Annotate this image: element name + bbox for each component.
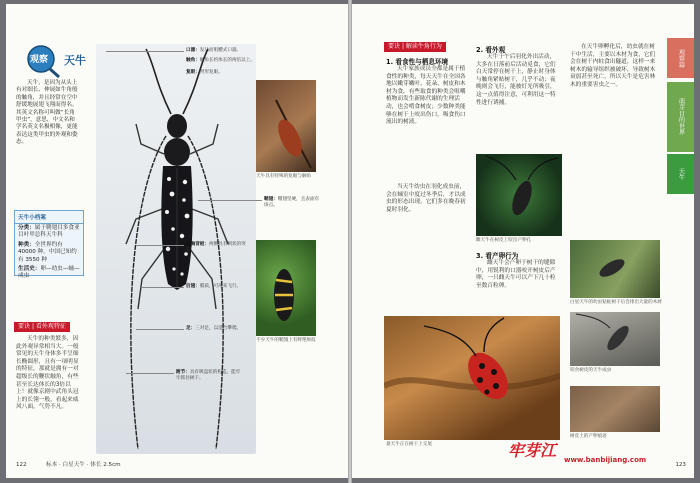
watermark-url: www.banbijiang.com [564, 456, 647, 464]
caption-bark: 雌天牛在树皮上咬出产卵孔 [476, 238, 532, 243]
photo-eating [570, 312, 660, 366]
section-label: 要诀 [388, 43, 401, 50]
section-label: 要诀 [18, 323, 31, 330]
photo-beetle-head [256, 80, 316, 172]
leader-line [141, 287, 184, 288]
beetle-on-leaf-illustration [476, 154, 562, 236]
appearance-text: 天牛的种类繁多，因此外观异常相当大。一般常见的天牛身体多半呈细长椭圆形，且有一项明显的特征，那就是拥有一对超级长的鞭状触角，有些甚至长达体长的3倍以上！就像京剧中武角头冠上的长翎一般，看起来威风八面，气势不凡。 [16, 336, 79, 411]
specimen-note: 标本 · 白星天牛 · 体长 2.5cm [46, 462, 121, 468]
profile-value: 属于鞘翅目多食亚目叶甲总科天牛科 [18, 225, 80, 239]
beetle-ground-illustration [570, 240, 660, 298]
profile-value: 全世界约有 40000 种，中国已知约有 3550 种 [18, 241, 77, 263]
paragraph-1: 天牛家族成员全都是属于植食性的种类，每天天牛在全国各地以嫩芽嫩叶、花朵、树皮和木材为食，有些取食的种类会咀嚼植物而发生新陈代谢的生理活动，也会啃食树皮；少数种类能够在树干上咬出伤口，吸食伤口流出的树液。 [386, 66, 466, 126]
left-page [6, 4, 348, 478]
profile-row [15, 224, 83, 241]
leader-line [136, 245, 184, 246]
caption-r3: 树皮上的产卵痕迹 [570, 434, 607, 439]
side-tab-longhorn[interactable]: 天牛 [667, 154, 694, 194]
profile-row [15, 241, 83, 265]
annotation-leg: 足：三对足，以适合攀爬。 [186, 326, 242, 331]
section-title: 看外观特征 [35, 323, 66, 330]
annotation-tarsus: 跗节：具有吸盘状的构造，能牢牢抓住树干。 [176, 370, 241, 381]
profile-box [14, 210, 84, 280]
right-page [352, 4, 694, 478]
profile-key: 种类： [18, 241, 35, 248]
caption-r1: 白星天牛的幼虫钻蛀树干后会排出大量的木屑 [570, 300, 662, 305]
profile-title: 天牛小档案 [15, 211, 83, 224]
paragraph-2: 当天牛幼虫在羽化成虫前，会在蛹室中度过冬季后，才以成虫的形态出现。它们多在晚春初夏时羽化。 [386, 184, 466, 213]
beetle-on-bark-illustration [570, 312, 660, 366]
profile-value: 卵—幼虫—蛹—成虫 [18, 266, 80, 280]
subheading-2: 2. 看外观 [476, 46, 506, 54]
photo-bark [476, 154, 562, 236]
caption-top: 天牛具有特殊的复眼与触角 [256, 174, 312, 179]
annotation-pronotum: 前胸背板：两侧具有刺状的突起。 [186, 242, 246, 253]
profile-key: 分类： [18, 225, 35, 231]
section-title: 解读牛角行为 [405, 43, 442, 50]
photo-egg-marks [570, 386, 660, 432]
annotation-hindwing: 后翅：膜质，可用来飞行。 [186, 284, 242, 289]
photo-ground [570, 240, 660, 298]
side-tab-observe[interactable]: 观察篇 [667, 38, 694, 78]
profile-key: 生活史： [18, 266, 41, 273]
red-beetle-illustration [384, 316, 560, 440]
annotation-antenna: 触角：触角长约体长的两倍以上。 [186, 58, 255, 63]
profile-row [15, 265, 83, 282]
photo-red-beetle [384, 316, 560, 440]
photo-beetle-green [256, 240, 316, 336]
leader-line [198, 200, 262, 201]
leader-line [136, 329, 184, 330]
leader-line [126, 373, 174, 374]
paragraph-5: 在天牛卵孵化后，幼虫就在树干中生活，主要以木材为食，它们会在树干内蛀食出隧道，这样一来树木的输导组织被破坏，导致树木衰弱甚至死亡，所以天牛是危害林木的重要害虫之一。 [570, 44, 656, 88]
side-tab-world[interactable]: 萌芽目的世界 [667, 82, 694, 152]
section-header: 要诀 | 看外观特征 [14, 322, 70, 332]
intro-text: 天牛，是因为从头上有对细长、伸展如牛角般的触角，并且经常在空中舒缓地展翅飞翔而得名。其英文名称可叫做“长角甲虫”，意思，中文名和学名英文名极相像，更能表达这类甲虫的外观和姿态。 [16, 80, 78, 146]
section-header: 要诀 | 解读牛角行为 [384, 42, 446, 52]
caption-big: 桑天牛正在树干上交尾 [386, 442, 432, 447]
page-number: 122 [16, 462, 27, 468]
caption-middle: 不少天牛的鞘翅上有鲜艳斑纹 [256, 338, 316, 343]
beetle-photo-illustration [256, 80, 316, 172]
annotation-mouth: 口器：发达而咀嚼式口器。 [186, 48, 242, 53]
observe-badge [26, 44, 62, 78]
annotation-elytra: 鞘翅：鞘翅坚硬，且表面有斑点。 [264, 197, 320, 208]
page-number: 123 [675, 462, 686, 468]
page-title: 天牛 [64, 54, 86, 67]
caption-r2: 咬食树皮的天牛成虫 [570, 368, 612, 373]
watermark-logo: 牢芽江 [508, 441, 557, 460]
paragraph-3: 天牛于午后羽化外出活动，大多在日落前后活动觅食，它们白天常停在树干上，静止时身体与触角紧贴树干，几乎不动；夜晚则会飞行，能被灯光所吸引，这一点值得注意，可利用这一特性进行诱捕。 [476, 54, 556, 106]
subheading-1: 1. 看食性与栖息环境 [386, 58, 449, 66]
badge-label: 观察 [30, 55, 49, 65]
paragraph-4: 雌天牛会产卵于树干的缝隙中，用锐利的口器咬开树皮后产卵，一只雌天牛可以产下几十粒至数百粒卵。 [476, 260, 556, 289]
annotation-compound-eye: 复眼：肾形复眼。 [186, 70, 223, 75]
subheading-3: 3. 看产卵行为 [476, 252, 519, 260]
leader-line [106, 51, 184, 52]
striped-beetle-illustration [256, 240, 316, 336]
